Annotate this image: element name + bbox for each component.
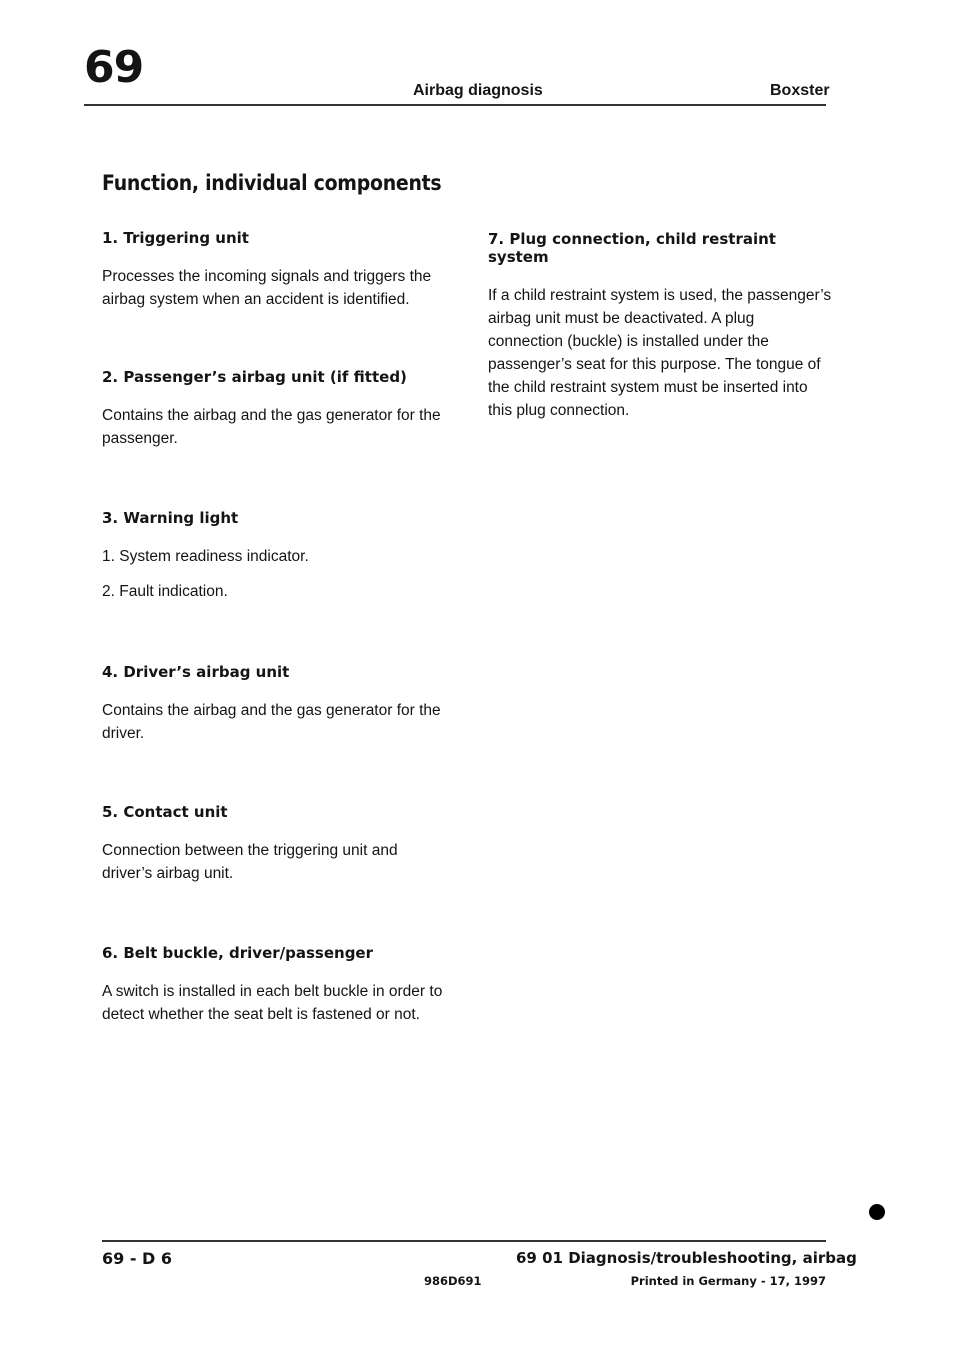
footer-section: 69 01 Diagnosis/troubleshooting, airbag: [516, 1249, 857, 1267]
component-description: Processes the incoming signals and triggers the airbag system when an accident is identified.: [102, 268, 432, 308]
component-description: 2. Fault indication.: [102, 583, 228, 600]
component-driver-airbag: [102, 663, 452, 745]
component-belt-buckle: [102, 944, 452, 1026]
component-description: Contains the airbag and the gas generator for the driver.: [102, 702, 441, 742]
page-number: 69 - D 6: [102, 1249, 173, 1268]
component-description: Contains the airbag and the gas generator for the passenger.: [102, 407, 441, 447]
component-contact-unit: [102, 803, 452, 885]
component-heading: 7. Plug connection, child restraint system: [488, 230, 776, 266]
component-description: Connection between the triggering unit and driver’s airbag unit.: [102, 842, 398, 882]
component-warning-light: [102, 509, 452, 603]
component-passenger-airbag: [102, 368, 452, 450]
component-heading: 3. Warning light: [102, 509, 239, 527]
component-description: 1. System readiness indicator.: [102, 548, 309, 565]
header-divider: [84, 104, 826, 106]
header-model: Boxster: [770, 82, 830, 99]
component-heading: 2. Passenger’s airbag unit (if fitted): [102, 368, 407, 386]
header-title: Airbag diagnosis: [413, 82, 543, 99]
chapter-number: 69: [84, 42, 144, 93]
component-plug-connection: [488, 230, 833, 422]
page-marker-dot: [869, 1204, 885, 1220]
component-heading: 5. Contact unit: [102, 803, 228, 821]
component-description: If a child restraint system is used, the passenger’s airbag unit must be deactivated. A plug connection (buckle) is installed under the passenger’s seat for this purpose. The tongue of the child restraint system must be inserted into this plug connection.: [488, 287, 832, 419]
footer-divider: [102, 1240, 826, 1242]
component-heading: 6. Belt buckle, driver/passenger: [102, 944, 373, 962]
print-info: Printed in Germany - 17, 1997: [630, 1274, 826, 1288]
component-heading: 4. Driver’s airbag unit: [102, 663, 290, 681]
document-code: 986D691: [424, 1274, 482, 1288]
component-heading: 1. Triggering unit: [102, 229, 249, 247]
component-triggering-unit: [102, 229, 452, 311]
component-description: A switch is installed in each belt buckle in order to detect whether the seat belt is fastened or not.: [102, 983, 443, 1023]
section-title: Function, individual components: [102, 171, 442, 195]
